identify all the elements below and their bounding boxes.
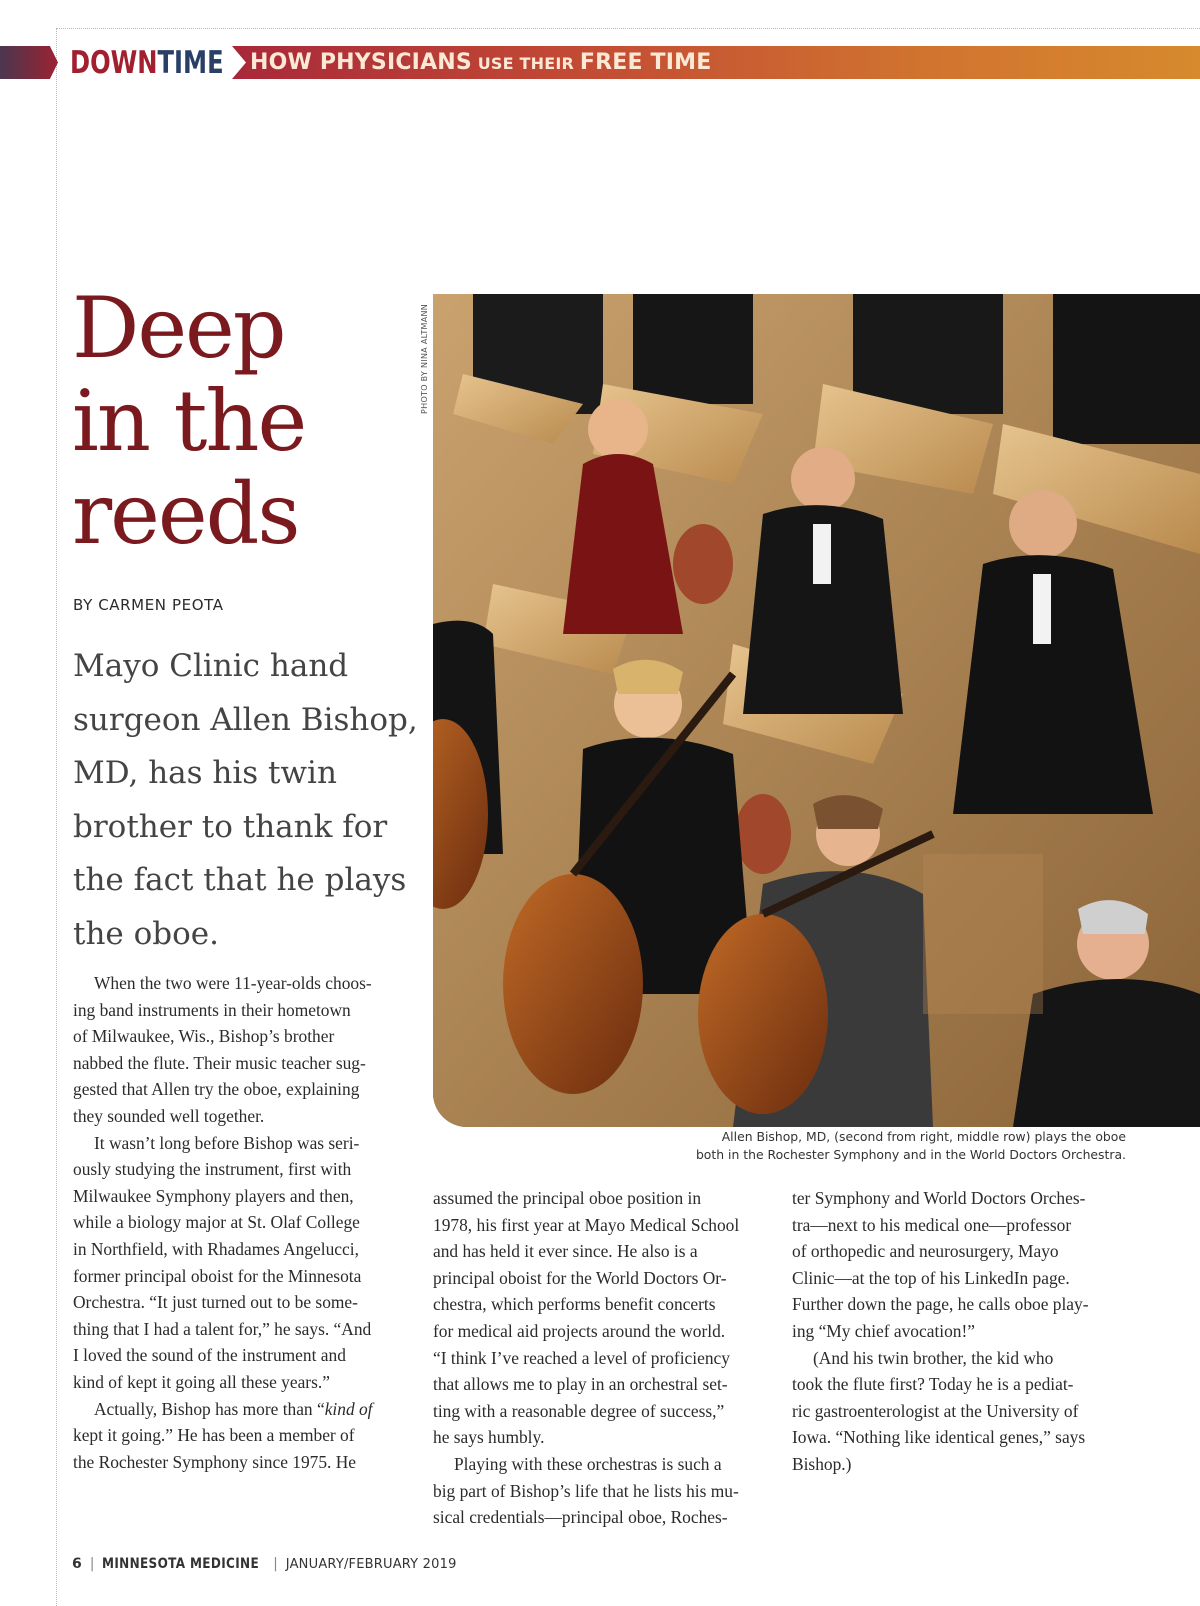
body-line: sical credentials—principal oboe, Roches-: [433, 1507, 728, 1528]
body-line: (And his twin brother, the kid who: [813, 1347, 1054, 1368]
headline-line: reeds: [72, 465, 299, 563]
subtitle-part2: USE THEIR: [477, 54, 575, 73]
body-line: that allows me to play in an orchestral set-: [433, 1374, 728, 1395]
body-line: 1978, his first year at Mayo Medical School: [433, 1214, 740, 1235]
page-border-top: [56, 28, 1200, 29]
body-line: while a biology major at St. Olaf College: [73, 1212, 360, 1233]
byline: BY CARMEN PEOTA: [73, 596, 224, 614]
cello: [698, 914, 828, 1114]
section-title-time: TIME: [157, 45, 224, 81]
body-line: for medical aid projects around the world.: [433, 1320, 726, 1341]
body-emphasis: kind of: [324, 1398, 373, 1419]
body-line: kept it going.” He has been a member of: [73, 1425, 355, 1446]
body-line: Orchestra. “It just turned out to be some-: [73, 1292, 358, 1313]
section-title: [70, 44, 224, 82]
body-line: ting with a reasonable degree of success,”: [433, 1400, 725, 1421]
body-line: tra—next to his medical one—professor: [792, 1214, 1072, 1235]
body-line: I loved the sound of the instrument and: [73, 1345, 346, 1366]
page-footer: [72, 1553, 457, 1573]
subtitle-part1: HOW PHYSICIANS: [250, 50, 472, 75]
body-line: Further down the page, he calls oboe play-: [792, 1294, 1089, 1315]
body-line: former principal oboist for the Minnesota: [73, 1265, 362, 1286]
orchestra-photo: [433, 294, 1200, 1127]
body-line: ric gastroenterologist at the University of: [792, 1400, 1079, 1421]
body-line: of orthopedic and neurosurgery, Mayo: [792, 1241, 1059, 1262]
body-line: Iowa. “Nothing like identical genes,” says: [792, 1427, 1086, 1448]
body-column-2: [433, 1185, 768, 1531]
page-border-left: [56, 28, 57, 1606]
caption-line: Allen Bishop, MD, (second from right, middle row) plays the oboe: [721, 1129, 1126, 1144]
body-line: kind of kept it going all these years.”: [73, 1371, 330, 1392]
body-line: took the flute first? Today he is a pediat-: [792, 1374, 1074, 1395]
body-line: nabbed the flute. Their music teacher sug-: [73, 1052, 366, 1073]
body-line: “I think I’ve reached a level of proficiency: [433, 1347, 730, 1368]
body-text: Actually, Bishop has more than “: [94, 1398, 325, 1419]
headline-line: Deep: [72, 279, 285, 377]
cello: [503, 874, 643, 1094]
section-title-down: DOWN: [70, 45, 158, 81]
body-line: Playing with these orchestras is such a: [454, 1453, 722, 1474]
body-line: Milwaukee Symphony players and then,: [73, 1185, 354, 1206]
article-headline: [72, 279, 412, 563]
body-line: the Rochester Symphony since 1975. He: [73, 1451, 357, 1472]
body-line: ously studying the instrument, first with: [73, 1159, 352, 1180]
body-line: and has held it ever since. He also is a: [433, 1241, 698, 1262]
body-line: ter Symphony and World Doctors Orches-: [792, 1188, 1086, 1208]
magazine-name: MINNESOTA MEDICINE: [102, 1556, 260, 1572]
photo-credit-text: PHOTO BY NINA ALTMANN: [420, 303, 429, 414]
body-line: ing band instruments in their hometown: [73, 999, 351, 1020]
body-line: Clinic—at the top of his LinkedIn page.: [792, 1267, 1070, 1288]
article-dek: Mayo Clinic hand surgeon Allen Bishop, MD, has his twin brother to thank for the fact that he plays the oboe.: [73, 648, 418, 952]
body-line: When the two were 11-year-olds choos-: [94, 973, 372, 993]
photo-caption: [566, 1128, 1126, 1164]
body-line: he says humbly.: [433, 1427, 545, 1448]
caption-line: both in the Rochester Symphony and in the World Doctors Orchestra.: [695, 1147, 1126, 1162]
body-line: of Milwaukee, Wis., Bishop’s brother: [73, 1026, 335, 1047]
section-subtitle: [250, 46, 711, 79]
banner-arrow-left: [0, 46, 58, 79]
photo-credit: [412, 296, 428, 414]
body-line: big part of Bishop’s life that he lists his mu-: [433, 1480, 739, 1501]
body-line: It wasn’t long before Bishop was seri-: [94, 1132, 360, 1153]
body-column-1: [73, 970, 408, 1475]
body-line: ing “My chief avocation!”: [792, 1320, 976, 1341]
body-line: principal oboist for the World Doctors Or-: [433, 1267, 727, 1288]
footer-separator: |: [273, 1556, 278, 1572]
body-column-3: [792, 1185, 1127, 1478]
body-line: in Northfield, with Rhadames Angelucci,: [73, 1238, 359, 1259]
subtitle-part3: FREE TIME: [579, 50, 712, 75]
page-number: 6: [72, 1556, 82, 1572]
headline-line: in the: [72, 372, 306, 470]
footer-separator: |: [89, 1556, 95, 1572]
body-line: they sounded well together.: [73, 1105, 265, 1126]
section-banner: [0, 46, 1200, 79]
body-line: chestra, which performs benefit concerts: [433, 1294, 716, 1315]
orchestra-illustration: [433, 294, 1200, 1127]
body-line: thing that I had a talent for,” he says. “And: [73, 1318, 372, 1339]
body-line: [73, 1396, 408, 1423]
issue-date: JANUARY/FEBRUARY 2019: [285, 1557, 457, 1572]
body-line: assumed the principal oboe position in: [433, 1188, 702, 1208]
body-line: Bishop.): [792, 1453, 852, 1474]
body-line: gested that Allen try the oboe, explaining: [73, 1079, 360, 1100]
